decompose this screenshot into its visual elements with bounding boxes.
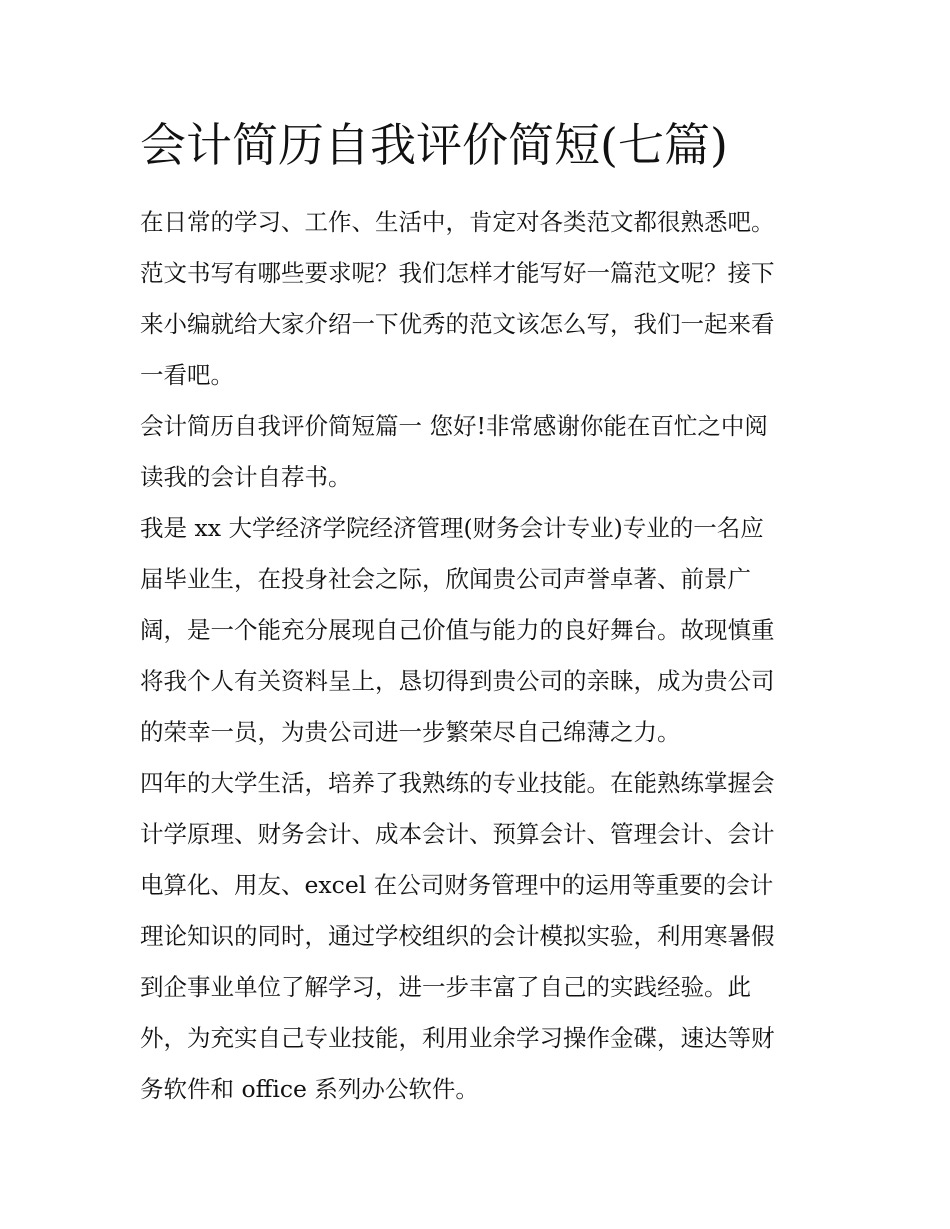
page-title: 会计简历自我评价简短(七篇) bbox=[140, 118, 728, 172]
document-body bbox=[140, 197, 820, 1115]
text-line: 范文书写有哪些要求呢？我们怎样才能写好一篇范文呢？接下 bbox=[140, 259, 775, 287]
paragraph bbox=[140, 401, 820, 503]
text-line: 理论知识的同时，通过学校组织的会计模拟实验，利用寒暑假 bbox=[140, 922, 775, 950]
paragraph bbox=[140, 197, 820, 401]
text-line: 电算化、用友、excel 在公司财务管理中的运用等重要的会计 bbox=[140, 871, 774, 899]
text-line: 在日常的学习、工作、生活中，肯定对各类范文都很熟悉吧。 bbox=[140, 208, 775, 236]
paragraph bbox=[140, 758, 820, 1115]
text-line: 来小编就给大家介绍一下优秀的范文该怎么写，我们一起来看 bbox=[140, 310, 775, 338]
text-line: 将我个人有关资料呈上，恳切得到贵公司的亲睐，成为贵公司 bbox=[140, 667, 775, 695]
text-line: 会计简历自我评价简短篇一 您好!非常感谢你能在百忙之中阅 bbox=[140, 412, 768, 440]
text-line: 到企事业单位了解学习，进一步丰富了自己的实践经验。此 bbox=[140, 973, 751, 1001]
text-line: 外，为充实自己专业技能，利用业余学习操作金碟，速达等财 bbox=[140, 1024, 775, 1052]
text-line: 我是 xx 大学经济学院经济管理(财务会计专业)专业的一名应 bbox=[140, 514, 764, 542]
text-line: 一看吧。 bbox=[140, 361, 234, 389]
text-line: 读我的会计自荐书。 bbox=[140, 463, 352, 491]
text-line: 届毕业生，在投身社会之际，欣闻贵公司声誉卓著、前景广 bbox=[140, 565, 751, 593]
text-line: 四年的大学生活，培养了我熟练的专业技能。在能熟练掌握会 bbox=[140, 769, 775, 797]
text-line: 的荣幸一员，为贵公司进一步繁荣尽自己绵薄之力。 bbox=[140, 718, 681, 746]
paragraph bbox=[140, 503, 820, 758]
text-line: 计学原理、财务会计、成本会计、预算会计、管理会计、会计 bbox=[140, 820, 775, 848]
text-line: 务软件和 office 系列办公软件。 bbox=[140, 1075, 479, 1103]
text-line: 阔，是一个能充分展现自己价值与能力的良好舞台。故现慎重 bbox=[140, 616, 775, 644]
